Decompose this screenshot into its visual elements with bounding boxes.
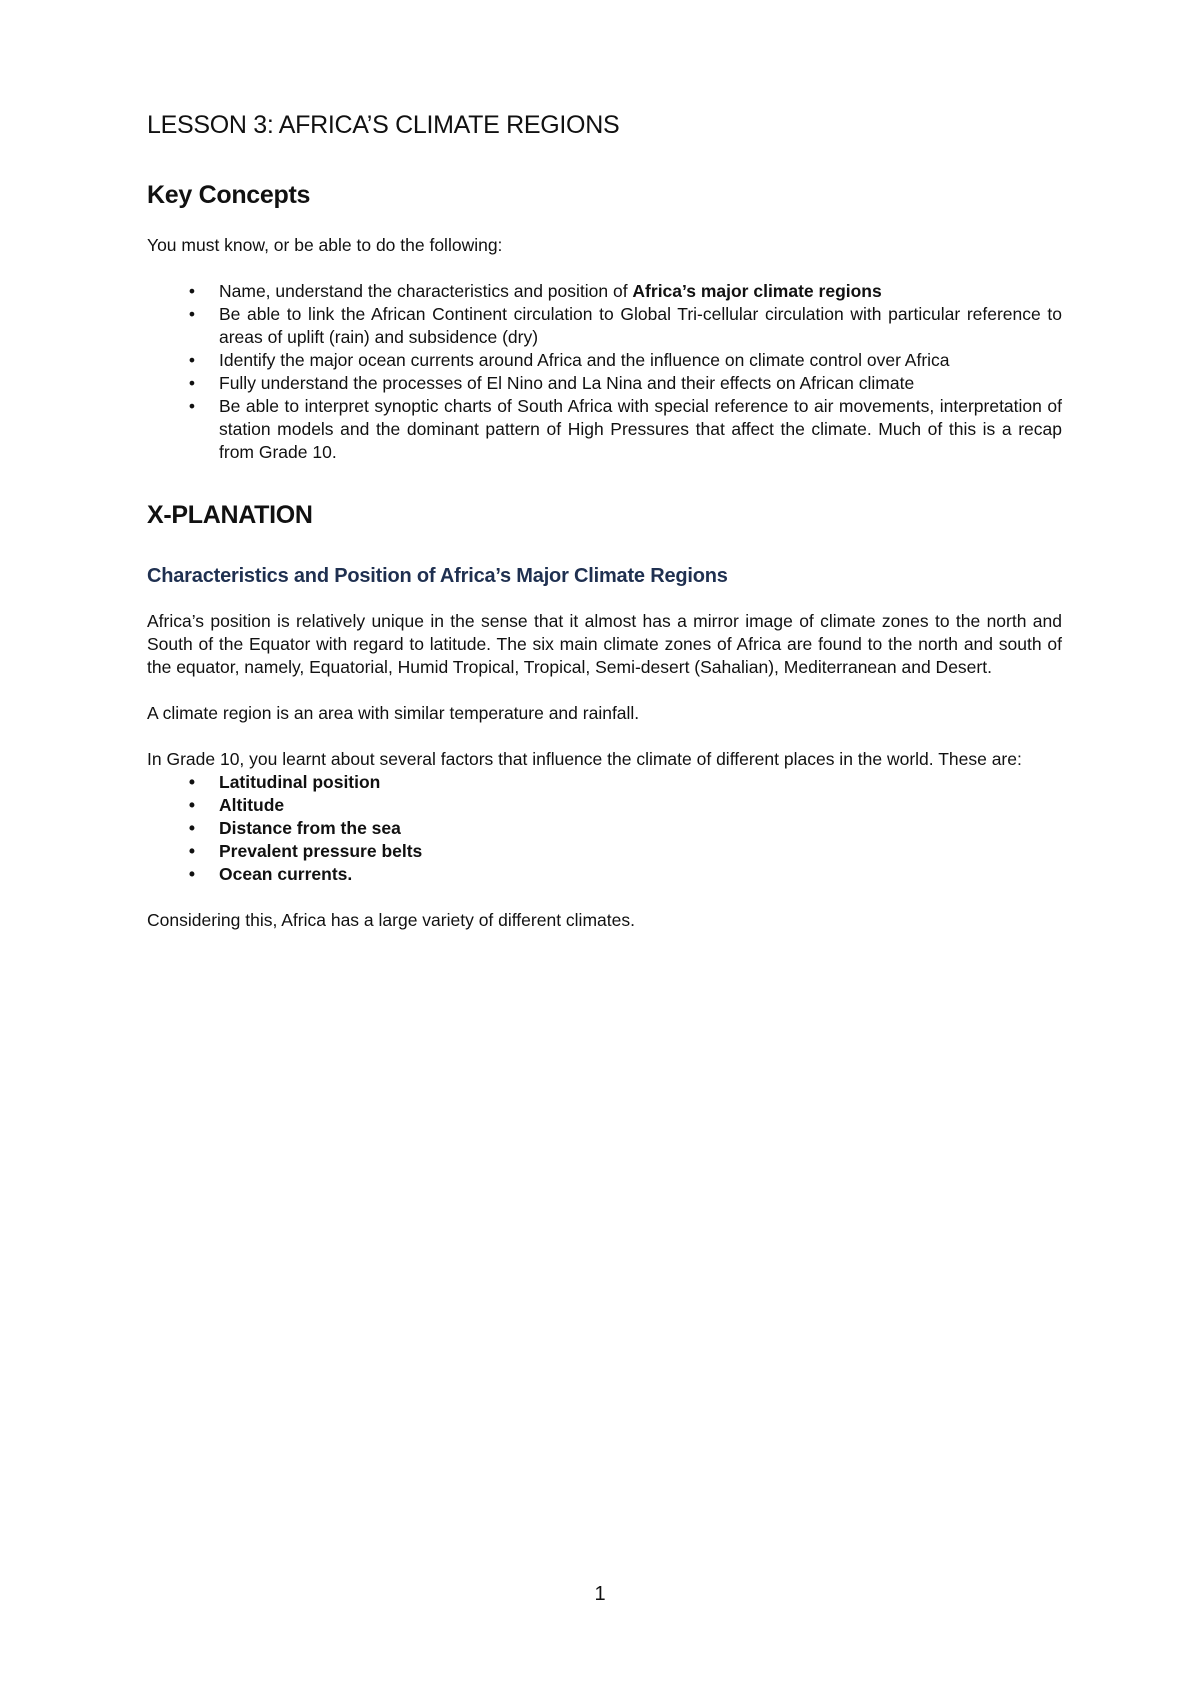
list-item-text: Identify the major ocean currents around Africa and the influence on climate control over Africa — [219, 350, 950, 370]
list-item — [147, 280, 1062, 303]
bullet-icon: • — [188, 841, 196, 861]
list-item — [147, 817, 1062, 840]
paragraph-factors-intro: In Grade 10, you learnt about several factors that influence the climate of different places in the world. These are: — [147, 749, 1022, 769]
list-item-text: Prevalent pressure belts — [219, 841, 423, 861]
list-item — [147, 794, 1062, 817]
bullet-icon: • — [188, 350, 196, 370]
list-item-text: Fully understand the processes of El Nino and La Nina and their effects on African climate — [219, 373, 915, 393]
list-item — [147, 395, 1062, 464]
list-item — [147, 771, 1062, 794]
list-item-text: Distance from the sea — [219, 818, 401, 838]
xplanation-heading: X-PLANATION — [147, 501, 313, 529]
list-item-text: Latitudinal position — [219, 772, 381, 792]
list-item — [147, 372, 1062, 395]
list-item — [147, 863, 1062, 886]
intro-text: You must know, or be able to do the following: — [147, 235, 503, 255]
list-item-text: Be able to interpret synoptic charts of South Africa with special reference to air movements, interpretation of station models and the dominant pattern of High Pressures that affect the climate. Much of this is a recap from Grade 10. — [219, 396, 1062, 462]
page-number: 1 — [594, 1583, 606, 1605]
bullet-icon: • — [188, 281, 196, 301]
list-item-bold-text: Africa’s major climate regions — [632, 281, 882, 301]
section-heading: Characteristics and Position of Africa’s Major Climate Regions — [147, 565, 728, 587]
list-item — [147, 840, 1062, 863]
factors-list — [147, 771, 1062, 886]
paragraph-climate-zones: Africa’s position is relatively unique in the sense that it almost has a mirror image of climate zones to the north and South of the Equator with regard to latitude. The six main climate zones of Africa are found to the north and south of the equator, namely, Equatorial, Humid Tropical, Tropical, Semi-desert (Sahalian), Mediterranean and Desert. — [147, 611, 1062, 677]
bullet-icon: • — [188, 795, 196, 815]
list-item — [147, 349, 1062, 372]
paragraph-climate-region: A climate region is an area with similar temperature and rainfall. — [147, 703, 640, 723]
lesson-title: LESSON 3: AFRICA’S CLIMATE REGIONS — [147, 111, 620, 139]
list-item — [147, 303, 1062, 349]
bullet-icon: • — [188, 772, 196, 792]
list-item-text: Ocean currents. — [219, 864, 353, 884]
bullet-icon: • — [188, 818, 196, 838]
list-item-text: Be able to link the African Continent circulation to Global Tri-cellular circulation with particular reference to areas of uplift (rain) and subsidence (dry) — [219, 304, 1062, 347]
bullet-icon: • — [188, 304, 196, 324]
bullet-icon: • — [188, 864, 196, 884]
bullet-icon: • — [188, 396, 196, 416]
bullet-icon: • — [188, 373, 196, 393]
page-content — [147, 108, 1062, 932]
list-item-text: Altitude — [219, 795, 285, 815]
paragraph-conclusion: Considering this, Africa has a large variety of different climates. — [147, 910, 635, 930]
list-item-text: Name, understand the characteristics and position of — [219, 281, 633, 301]
objectives-list — [147, 280, 1062, 464]
key-concepts-heading: Key Concepts — [147, 181, 311, 209]
